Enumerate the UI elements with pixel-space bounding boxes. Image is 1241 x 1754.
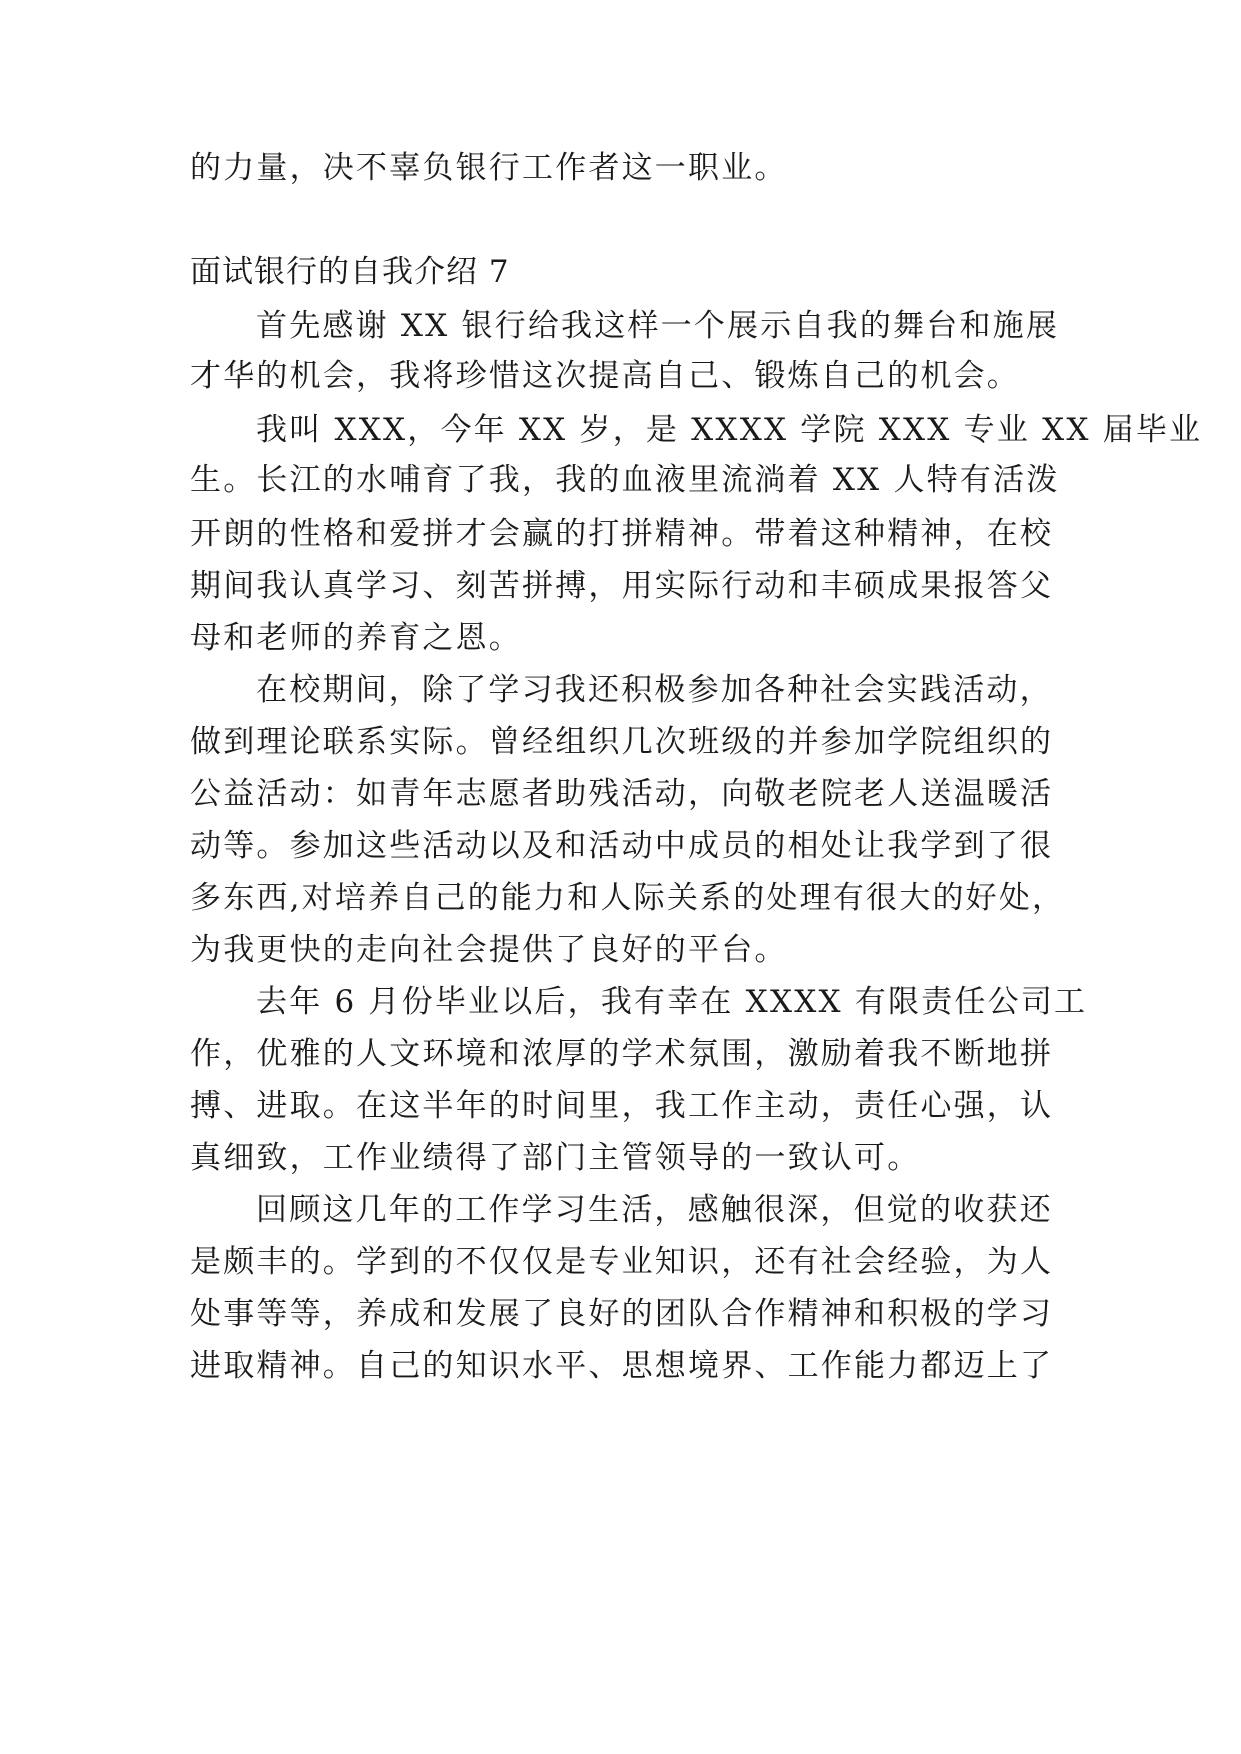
text-line: 作，优雅的人文环境和浓厚的学术氛围，激励着我不断地拼 [190, 1036, 1054, 1072]
text-line: 回顾这几年的工作学习生活，感触很深，但觉的收获还 [256, 1192, 1053, 1228]
text-line: 搏、进取。在这半年的时间里，我工作主动，责任心强，认 [190, 1088, 1054, 1124]
text-line: 进取精神。自己的知识水平、思想境界、工作能力都迈上了 [190, 1348, 1054, 1384]
section-heading: 面试银行的自我介绍 7 [190, 254, 510, 290]
text-line: 真细致，工作业绩得了部门主管领导的一致认可。 [190, 1140, 921, 1176]
text-line: 动等。参加这些活动以及和活动中成员的相处让我学到了很 [190, 828, 1054, 864]
text-line: 的力量，决不辜负银行工作者这一职业。 [190, 150, 788, 186]
text-line: 母和老师的养育之恩。 [190, 620, 522, 656]
text-line: 在校期间，除了学习我还积极参加各种社会实践活动， [256, 672, 1053, 708]
text-line: 去年 6 月份毕业以后，我有幸在 XXXX 有限责任公司工 [256, 984, 1088, 1020]
text-line: 处事等等，养成和发展了良好的团队合作精神和积极的学习 [190, 1296, 1054, 1332]
text-line: 才华的机会，我将珍惜这次提高自己、锻炼自己的机会。 [190, 358, 1020, 394]
text-line: 公益活动：如青年志愿者助残活动，向敬老院老人送温暖活 [190, 776, 1054, 812]
text-line: 开朗的性格和爱拼才会赢的打拼精神。带着这种精神，在校 [190, 516, 1054, 552]
text-line: 生。长江的水哺育了我，我的血液里流淌着 XX 人特有活泼 [190, 462, 1060, 498]
text-line: 是颇丰的。学到的不仅仅是专业知识，还有社会经验，为人 [190, 1244, 1054, 1280]
text-line: 期间我认真学习、刻苦拼搏，用实际行动和丰硕成果报答父 [190, 568, 1054, 604]
text-line: 我叫 XXX，今年 XX 岁，是 XXXX 学院 XXX 专业 XX 届毕业 [256, 412, 1203, 448]
text-line: 为我更快的走向社会提供了良好的平台。 [190, 932, 788, 968]
text-line: 做到理论联系实际。曾经组织几次班级的并参加学院组织的 [190, 724, 1054, 760]
text-line: 首先感谢 XX 银行给我这样一个展示自我的舞台和施展 [256, 308, 1060, 344]
text-line: 多东西,对培养自己的能力和人际关系的处理有很大的好处， [190, 880, 1066, 916]
